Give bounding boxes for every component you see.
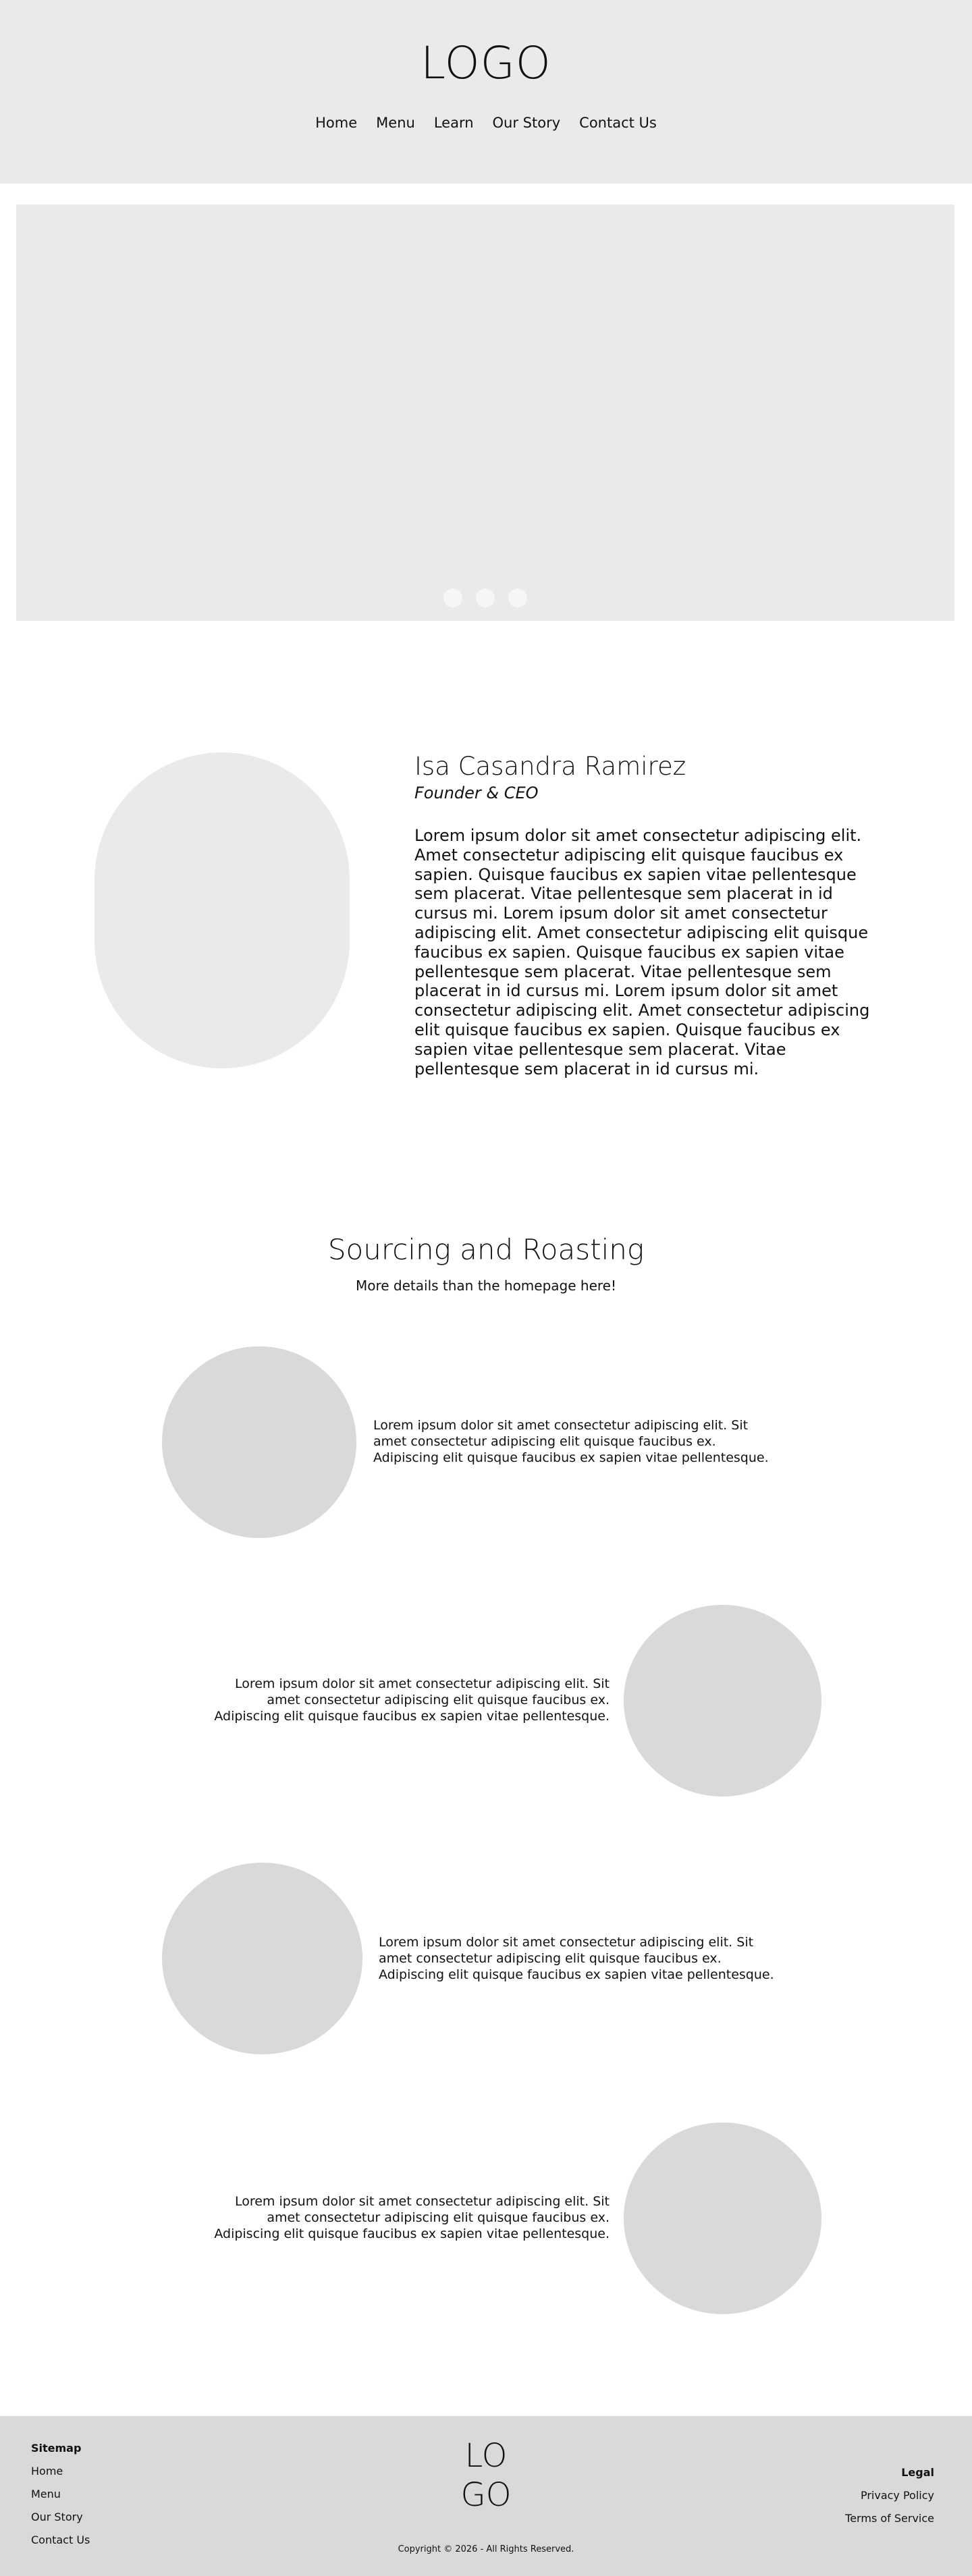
slider-dot-1[interactable]	[443, 588, 462, 607]
footer-link-home[interactable]: Home	[31, 2465, 63, 2477]
feature-text-3: Lorem ipsum dolor sit amet consectetur adipiscing elit. Sit amet consectetur adipiscing elit quisque faucibus ex. Adipiscing elit quisque faucibus ex sapien vitae pellentesque.	[379, 1935, 774, 1982]
site-header	[0, 0, 972, 184]
feature-image-2	[624, 1605, 821, 1797]
founder-name: Isa Casandra Ramirez	[414, 752, 686, 781]
footer-legal	[845, 2466, 934, 2535]
footer-legal-heading: Legal	[901, 2466, 934, 2479]
sourcing-title: Sourcing and Roasting	[327, 1233, 645, 1266]
founder-role: Founder & CEO	[414, 784, 539, 802]
feature-text-1: Lorem ipsum dolor sit amet consectetur adipiscing elit. Sit amet consectetur adipiscing elit quisque faucibus ex. Adipiscing elit quisque faucibus ex sapien vitae pellentesque.	[373, 1418, 769, 1465]
hero-slider	[16, 204, 954, 621]
nav-home[interactable]: Home	[315, 115, 358, 131]
site-logo[interactable]: LOGO	[421, 37, 551, 89]
footer-logo-line-2: GO	[460, 2476, 512, 2514]
feature-text-4: Lorem ipsum dolor sit amet consectetur adipiscing elit. Sit amet consectetur adipiscing elit quisque faucibus ex. Adipiscing elit quisque faucibus ex sapien vitae pellentesque.	[214, 2194, 610, 2241]
footer-link-menu[interactable]: Menu	[31, 2488, 61, 2500]
feature-image-3	[162, 1863, 362, 2054]
feature-text-2: Lorem ipsum dolor sit amet consectetur adipiscing elit. Sit amet consectetur adipiscing elit quisque faucibus ex. Adipiscing elit quisque faucibus ex sapien vitae pellentesque.	[214, 1676, 610, 1724]
nav-contact-us[interactable]: Contact Us	[579, 115, 657, 131]
footer-link-contact-us[interactable]: Contact Us	[31, 2533, 90, 2546]
site-footer	[0, 2416, 972, 2576]
nav-menu[interactable]: Menu	[376, 115, 415, 131]
footer-link-our-story[interactable]: Our Story	[31, 2511, 83, 2523]
nav-our-story[interactable]: Our Story	[492, 115, 561, 131]
feature-image-1	[162, 1346, 356, 1538]
slider-dots	[16, 588, 954, 607]
slider-dot-2[interactable]	[476, 588, 495, 607]
slider-dot-3[interactable]	[508, 588, 527, 607]
footer-link-terms-of-service[interactable]: Terms of Service	[845, 2512, 934, 2525]
footer-sitemap-heading: Sitemap	[31, 2442, 82, 2455]
footer-logo-line-1: LO	[464, 2437, 508, 2475]
footer-link-privacy-policy[interactable]: Privacy Policy	[860, 2489, 934, 2502]
footer-copyright: Copyright © 2026 - All Rights Reserved.	[398, 2544, 574, 2554]
sourcing-subtitle: More details than the homepage here!	[355, 1278, 616, 1294]
footer-logo[interactable]	[0, 2436, 972, 2515]
feature-image-4	[624, 2122, 821, 2314]
main-nav	[0, 113, 972, 132]
founder-bio: Lorem ipsum dolor sit amet consectetur adipiscing elit. Amet consectetur adipiscing elit quisque faucibus ex sapien. Quisque faucibus ex sapien vitae pellentesque sem placerat. Vitae pellentesque sem placerat in id cursus mi. Lorem ipsum dolor sit amet consectetur adipiscing elit. Amet consectetur adipiscing elit quisque faucibus ex sapien. Quisque faucibus ex sapien vitae pellentesque sem placerat. Vitae pellentesque sem placerat in id cursus mi. Lorem ipsum dolor sit amet consectetur adipiscing elit. Amet consectetur adipiscing elit quisque faucibus ex sapien. Quisque faucibus ex sapien vitae pellentesque sem placerat. Vitae pellentesque sem placerat in id cursus mi.	[414, 826, 870, 1078]
founder-photo-placeholder	[94, 752, 350, 1068]
nav-learn[interactable]: Learn	[433, 115, 474, 131]
